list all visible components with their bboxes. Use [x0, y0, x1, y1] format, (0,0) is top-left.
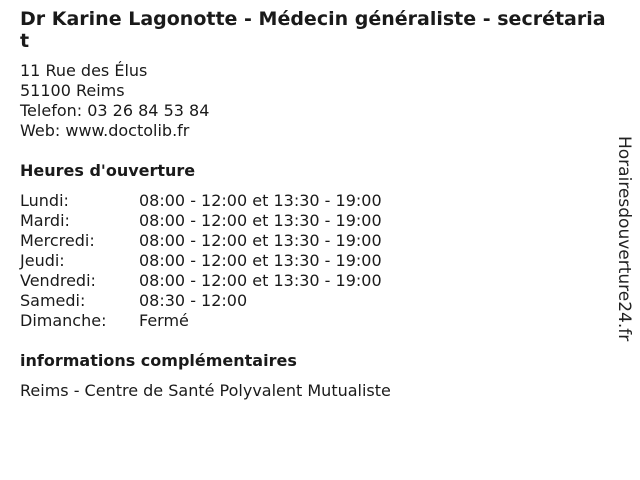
street-address: 11 Rue des Élus — [20, 61, 148, 80]
hours-row-thursday — [20, 251, 610, 271]
day-label: Mardi: — [20, 211, 70, 230]
opening-hours-table — [20, 191, 610, 331]
additional-info-heading: informations complémentaires — [20, 351, 297, 370]
day-label: Samedi: — [20, 291, 86, 310]
opening-hours-heading: Heures d'ouverture — [20, 161, 196, 180]
time-value: 08:30 - 12:00 — [139, 291, 248, 310]
time-value: 08:00 - 12:00 et 13:30 - 19:00 — [139, 211, 382, 230]
day-label: Vendredi: — [20, 271, 96, 290]
city-address: 51100 Reims — [20, 81, 125, 100]
hours-row-monday — [20, 191, 610, 211]
time-value: 08:00 - 12:00 et 13:30 - 19:00 — [139, 231, 382, 250]
day-label: Jeudi: — [20, 251, 65, 270]
hours-row-tuesday — [20, 211, 610, 231]
hours-row-friday — [20, 271, 610, 291]
hours-row-wednesday — [20, 231, 610, 251]
site-watermark: Horairesdouverture24.fr — [614, 136, 634, 342]
business-card — [20, 8, 610, 401]
hours-row-saturday — [20, 291, 610, 311]
day-label: Dimanche: — [20, 311, 107, 330]
phone-number: Telefon: 03 26 84 53 84 — [20, 101, 210, 120]
day-label: Mercredi: — [20, 231, 95, 250]
time-value: 08:00 - 12:00 et 13:30 - 19:00 — [139, 251, 382, 270]
time-value: 08:00 - 12:00 et 13:30 - 19:00 — [139, 271, 382, 290]
website: Web: www.doctolib.fr — [20, 121, 190, 140]
address-block — [20, 61, 610, 141]
hours-row-sunday — [20, 311, 610, 331]
time-value: 08:00 - 12:00 et 13:30 - 19:00 — [139, 191, 382, 210]
page-title: Dr Karine Lagonotte - Médecin généraliste - secrétariat — [20, 8, 606, 52]
time-value: Fermé — [139, 311, 189, 330]
day-label: Lundi: — [20, 191, 69, 210]
additional-info-text: Reims - Centre de Santé Polyvalent Mutualiste — [20, 381, 391, 400]
